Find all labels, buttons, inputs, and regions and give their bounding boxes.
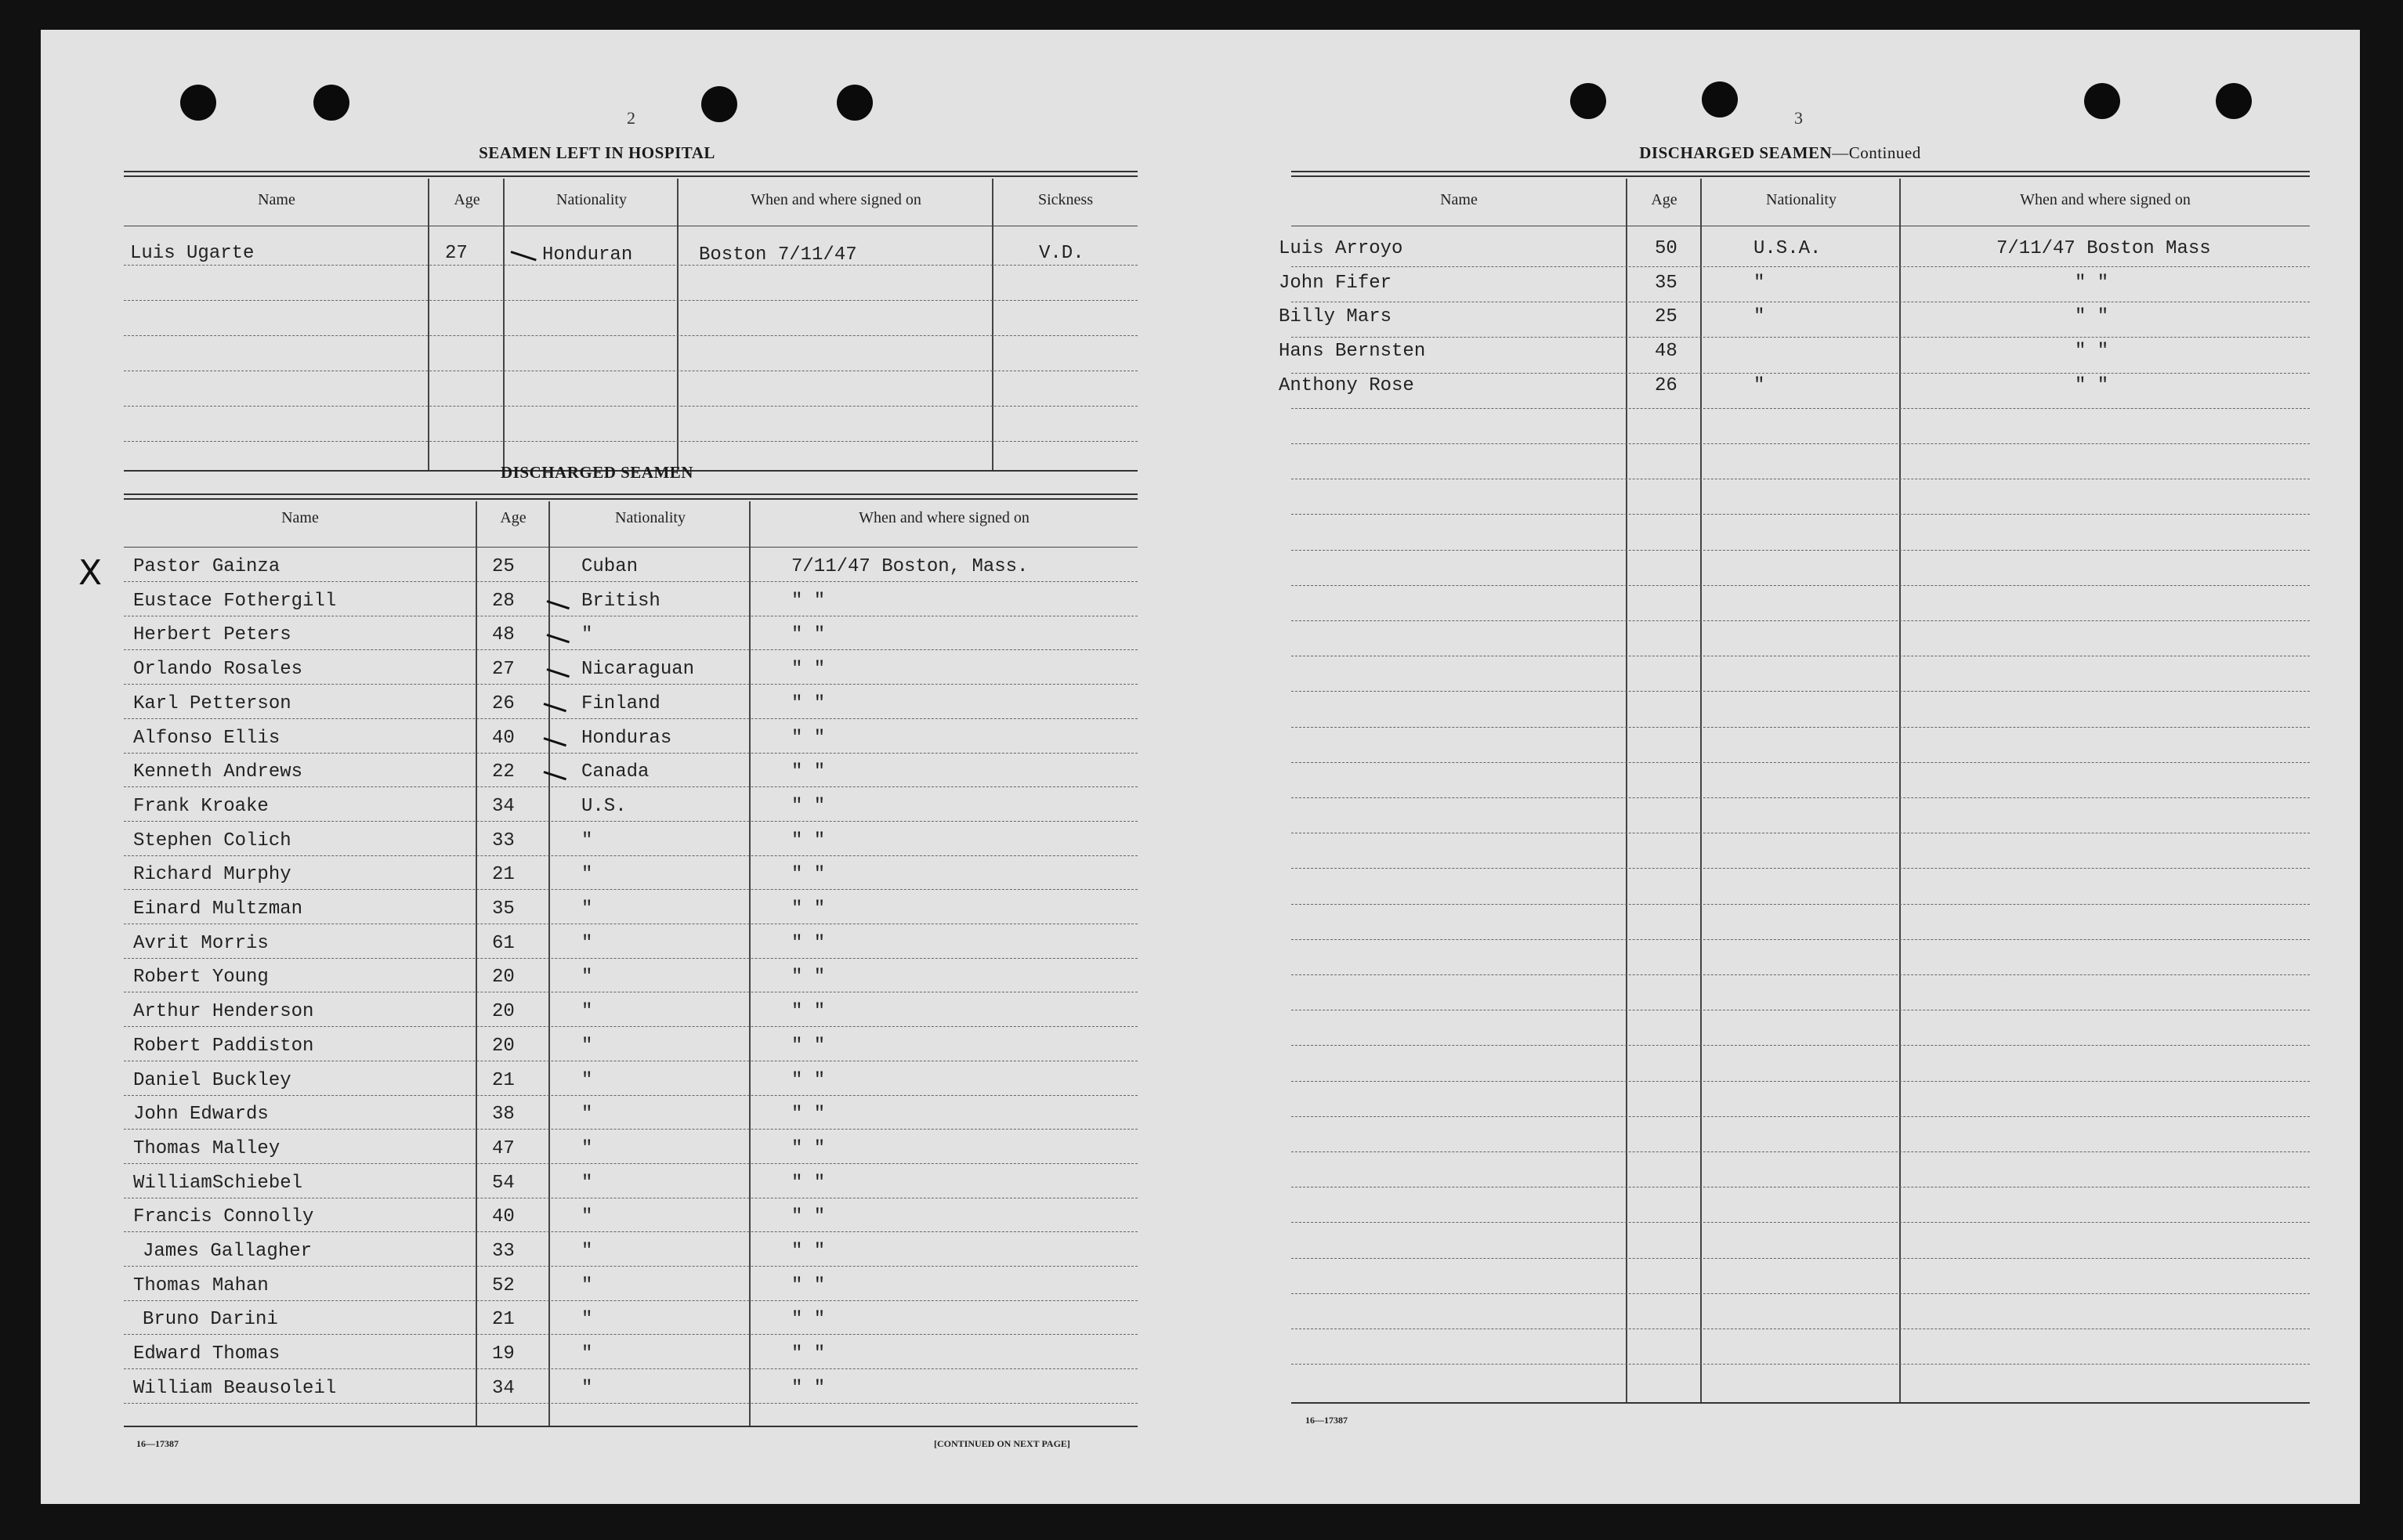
hospital-section-title: SEAMEN LEFT IN HOSPITAL	[479, 143, 715, 162]
page-number-right: 3	[1794, 108, 1803, 128]
seaman-age: 40	[492, 727, 515, 749]
row-line	[124, 753, 1138, 754]
seaman-signed-on: " "	[791, 1274, 826, 1296]
seaman-name: Pastor Gainza	[133, 556, 280, 577]
seaman-signed-on: " "	[791, 1137, 826, 1159]
seaman-nationality: "	[581, 1035, 593, 1057]
hospital-header-nationality: Nationality	[556, 191, 627, 208]
seaman-nationality: "	[581, 967, 593, 989]
seaman-age: 33	[492, 1241, 515, 1262]
seaman-signed-on: " "	[791, 1206, 826, 1228]
hospital-row-nationality: Honduran	[542, 244, 633, 266]
discharged-continued-title	[1553, 143, 2007, 163]
punch-hole	[180, 85, 216, 121]
seaman-age: 33	[492, 830, 515, 851]
seaman-nationality: "	[581, 1343, 593, 1365]
seaman-name: Thomas Mahan	[133, 1274, 269, 1296]
row-line	[124, 855, 1138, 856]
row-line	[124, 1163, 1138, 1164]
seaman-age: 52	[492, 1274, 515, 1296]
row-line	[124, 958, 1138, 959]
seaman-age: 27	[492, 659, 515, 681]
seaman-signed-on: " "	[791, 1104, 826, 1126]
row-line	[1291, 620, 2310, 621]
check-tick	[544, 703, 566, 712]
seaman-age: 26	[1655, 374, 1677, 396]
row-line	[124, 1403, 1138, 1404]
row-line	[1291, 797, 2310, 798]
seaman-signed-on: " "	[791, 1343, 826, 1365]
discharged-header-nationality: Nationality	[615, 509, 686, 526]
row-line	[1291, 1081, 2310, 1082]
row-line	[1291, 1258, 2310, 1259]
seaman-age: 28	[492, 590, 515, 612]
seaman-name: Orlando Rosales	[133, 659, 303, 681]
seaman-age: 20	[492, 967, 515, 989]
seaman-signed-on: " "	[791, 1172, 826, 1194]
seaman-name: Avrit Morris	[133, 932, 269, 954]
seaman-name: John Fifer	[1279, 272, 1392, 294]
discharged-section-title: DISCHARGED SEAMEN	[501, 463, 693, 482]
row-line	[124, 1231, 1138, 1232]
seaman-age: 22	[492, 761, 515, 783]
punch-hole	[2084, 83, 2120, 119]
seaman-nationality: "	[581, 624, 593, 646]
row-line	[1291, 1151, 2310, 1152]
hospital-row-age: 27	[445, 243, 468, 264]
seaman-signed-on: " "	[2075, 272, 2109, 294]
seaman-signed-on: " "	[791, 1035, 826, 1057]
seaman-signed-on: 7/11/47 Boston Mass	[1996, 238, 2211, 259]
seaman-name: Alfonso Ellis	[133, 727, 280, 749]
seaman-name: John Edwards	[133, 1104, 269, 1126]
seaman-age: 34	[492, 795, 515, 817]
seaman-nationality: "	[581, 1241, 593, 1262]
row-line	[124, 1334, 1138, 1335]
form-sheet	[41, 30, 2360, 1504]
row-line	[1291, 904, 2310, 905]
continued-header-age: Age	[1651, 191, 1677, 208]
row-line	[1291, 585, 2310, 586]
seaman-name: Francis Connolly	[133, 1206, 314, 1228]
punch-hole	[2216, 83, 2252, 119]
x-mark: X	[78, 553, 103, 593]
seaman-name: William Beausoleil	[133, 1377, 337, 1399]
row-line	[124, 581, 1138, 582]
seaman-name: Daniel Buckley	[133, 1069, 291, 1091]
continued-header-signed-on: When and where signed on	[2020, 191, 2191, 208]
row-line	[124, 718, 1138, 719]
seaman-nationality: "	[581, 1069, 593, 1091]
row-line	[1291, 408, 2310, 409]
seaman-nationality: U.S.	[581, 795, 627, 817]
seaman-age: 48	[1655, 341, 1677, 363]
row-line	[1291, 1364, 2310, 1365]
seaman-nationality: "	[1753, 272, 1765, 294]
seaman-name: James Gallagher	[143, 1241, 313, 1262]
seaman-name: Richard Murphy	[133, 864, 291, 886]
seaman-signed-on: " "	[791, 1001, 826, 1023]
punch-hole	[1570, 83, 1606, 119]
row-line	[1291, 550, 2310, 551]
seaman-nationality: Cuban	[581, 556, 639, 577]
seaman-name: Hans Bernsten	[1279, 341, 1426, 363]
hospital-row-sickness: V.D.	[1039, 243, 1084, 264]
seaman-signed-on: " "	[791, 1069, 826, 1091]
seaman-age: 34	[492, 1377, 515, 1399]
table-bottom-rule	[124, 1426, 1138, 1427]
seaman-name: Robert Young	[133, 967, 269, 989]
continued-header-name: Name	[1440, 191, 1478, 208]
seaman-signed-on: " "	[791, 932, 826, 954]
seaman-nationality: "	[581, 932, 593, 954]
check-tick	[544, 737, 566, 747]
seaman-signed-on: " "	[791, 761, 826, 783]
seaman-signed-on: " "	[791, 864, 826, 886]
row-line	[1291, 762, 2310, 763]
row-line	[1291, 727, 2310, 728]
seaman-signed-on: " "	[791, 659, 826, 681]
seaman-nationality: "	[581, 1172, 593, 1194]
seaman-age: 21	[492, 864, 515, 886]
seaman-signed-on: " "	[791, 1377, 826, 1399]
seaman-age: 61	[492, 932, 515, 954]
row-line	[124, 684, 1138, 685]
seaman-nationality: U.S.A.	[1753, 238, 1822, 259]
row-line	[1291, 337, 2310, 338]
seaman-signed-on: " "	[791, 624, 826, 646]
seaman-nationality: "	[581, 864, 593, 886]
seaman-nationality: Honduras	[581, 727, 672, 749]
row-line	[1291, 939, 2310, 940]
seaman-age: 50	[1655, 238, 1677, 259]
row-line	[124, 1095, 1138, 1096]
seaman-signed-on: " "	[791, 692, 826, 714]
seaman-age: 21	[492, 1309, 515, 1331]
seaman-name: Anthony Rose	[1279, 374, 1414, 396]
row-line	[124, 1026, 1138, 1027]
seaman-nationality: "	[581, 1104, 593, 1126]
punch-hole	[837, 85, 873, 121]
punch-hole	[313, 85, 349, 121]
seaman-nationality: "	[581, 830, 593, 851]
check-tick	[511, 251, 537, 261]
form-number-left: 16—17387	[136, 1438, 179, 1449]
seaman-name: Karl Petterson	[133, 692, 291, 714]
seaman-signed-on: " "	[791, 1309, 826, 1331]
seaman-name: Einard Multzman	[133, 898, 303, 920]
row-line	[1291, 691, 2310, 692]
row-line	[1291, 1116, 2310, 1117]
hospital-header-signed-on: When and where signed on	[751, 191, 921, 208]
row-line	[1291, 373, 2310, 374]
seaman-age: 48	[492, 624, 515, 646]
seaman-age: 40	[492, 1206, 515, 1228]
seaman-nationality: "	[1753, 374, 1765, 396]
seaman-age: 26	[492, 692, 515, 714]
seaman-age: 25	[492, 556, 515, 577]
seaman-name: Bruno Darini	[143, 1309, 278, 1331]
row-line	[124, 649, 1138, 650]
seaman-signed-on: " "	[2075, 306, 2109, 328]
check-tick	[544, 771, 566, 780]
seaman-signed-on: " "	[791, 1241, 826, 1262]
seaman-signed-on: " "	[791, 967, 826, 989]
seaman-nationality: Nicaraguan	[581, 659, 695, 681]
row-line	[1291, 1187, 2310, 1188]
seaman-name: Robert Paddiston	[133, 1035, 314, 1057]
seaman-nationality: "	[581, 1001, 593, 1023]
seaman-nationality: "	[581, 1274, 593, 1296]
seaman-nationality: "	[581, 1377, 593, 1399]
seaman-name: Luis Arroyo	[1279, 238, 1403, 259]
punch-hole	[1702, 81, 1738, 117]
discharged-continued-title-suffix: —Continued	[1832, 143, 1921, 162]
form-number-right: 16—17387	[1305, 1415, 1348, 1426]
continued-header-nationality: Nationality	[1766, 191, 1837, 208]
seaman-age: 25	[1655, 306, 1677, 328]
seaman-age: 35	[1655, 272, 1677, 294]
seaman-nationality: "	[581, 1137, 593, 1159]
seaman-age: 20	[492, 1001, 515, 1023]
hospital-row-name: Luis Ugarte	[130, 243, 255, 264]
seaman-name: Frank Kroake	[133, 795, 269, 817]
row-line	[124, 1300, 1138, 1301]
hospital-header-name: Name	[258, 191, 295, 208]
row-line	[1291, 1045, 2310, 1046]
seaman-name: WilliamSchiebel	[133, 1172, 303, 1194]
seaman-signed-on: 7/11/47 Boston, Mass.	[791, 556, 1029, 577]
discharged-header-name: Name	[281, 509, 319, 526]
seaman-signed-on: " "	[791, 830, 826, 851]
seaman-age: 38	[492, 1104, 515, 1126]
seaman-name: Arthur Henderson	[133, 1001, 314, 1023]
seaman-signed-on: " "	[791, 590, 826, 612]
row-line	[124, 889, 1138, 890]
seaman-name: Stephen Colich	[133, 830, 291, 851]
row-line	[1291, 1293, 2310, 1294]
seaman-nationality: "	[581, 1309, 593, 1331]
row-line	[1291, 868, 2310, 869]
seaman-nationality: "	[581, 898, 593, 920]
discharged-continued-title-main: DISCHARGED SEAMEN	[1639, 143, 1833, 162]
seaman-name: Thomas Malley	[133, 1137, 280, 1159]
seaman-name: Eustace Fothergill	[133, 590, 337, 612]
page-number-left: 2	[627, 108, 635, 128]
hospital-header-age: Age	[454, 191, 480, 208]
seaman-nationality: "	[581, 1206, 593, 1228]
seaman-signed-on: " "	[2075, 341, 2109, 363]
seaman-nationality: British	[581, 590, 660, 612]
row-line	[124, 1368, 1138, 1369]
seaman-nationality: "	[1753, 306, 1765, 328]
row-line	[124, 786, 1138, 787]
row-line	[1291, 443, 2310, 444]
continued-note: [CONTINUED ON NEXT PAGE]	[934, 1438, 1070, 1449]
seaman-nationality: Finland	[581, 692, 660, 714]
seaman-name: Billy Mars	[1279, 306, 1392, 328]
row-line	[1291, 266, 2310, 267]
seaman-age: 19	[492, 1343, 515, 1365]
seaman-signed-on: " "	[791, 727, 826, 749]
seaman-name: Edward Thomas	[133, 1343, 280, 1365]
seaman-age: 20	[492, 1035, 515, 1057]
discharged-header-age: Age	[500, 509, 527, 526]
row-line	[124, 821, 1138, 822]
row-line	[124, 1129, 1138, 1130]
seaman-age: 21	[492, 1069, 515, 1091]
discharged-header-signed-on: When and where signed on	[859, 509, 1030, 526]
seaman-age: 47	[492, 1137, 515, 1159]
hospital-header-sickness: Sickness	[1038, 191, 1093, 208]
seaman-name: Kenneth Andrews	[133, 761, 303, 783]
row-line	[1291, 514, 2310, 515]
seaman-age: 35	[492, 898, 515, 920]
seaman-nationality: Canada	[581, 761, 650, 783]
seaman-signed-on: " "	[2075, 374, 2109, 396]
row-line	[124, 1266, 1138, 1267]
row-line	[1291, 974, 2310, 975]
punch-hole	[701, 86, 737, 122]
seaman-signed-on: " "	[791, 795, 826, 817]
seaman-name: Herbert Peters	[133, 624, 291, 646]
hospital-row-signed-on: Boston 7/11/47	[699, 244, 857, 266]
row-line	[1291, 1222, 2310, 1223]
seaman-age: 54	[492, 1172, 515, 1194]
seaman-signed-on: " "	[791, 898, 826, 920]
